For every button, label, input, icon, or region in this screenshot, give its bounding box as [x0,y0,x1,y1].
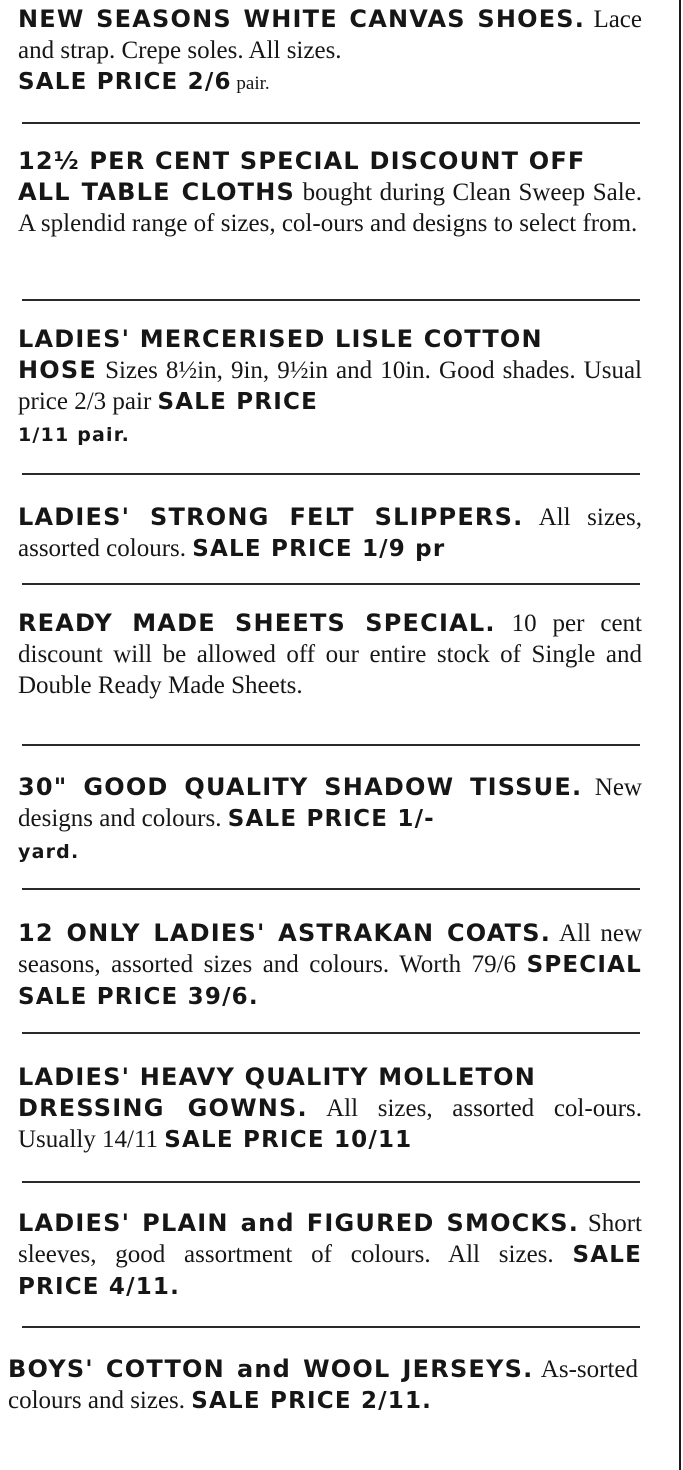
ad-heading: READY MADE SHEETS SPECIAL. [18,609,496,637]
ad-body: Short sleeves, good assortment of colours. All sizes. [18,1210,642,1268]
column-border [679,0,681,1470]
ad-body: As-sorted colours and sizes. [8,1356,638,1414]
ad-canvas-shoes [18,4,642,99]
ad-heading: BOYS' COTTON and WOOL JERSEYS. [8,1355,534,1383]
divider-rule [22,744,640,746]
ad-heading: 12 ONLY LADIES' ASTRAKAN COATS. [18,919,552,947]
divider-rule [22,1326,640,1328]
ad-smocks [18,1208,642,1303]
sale-price: SPECIAL SALE PRICE 39/6. [18,952,642,1010]
ad-heading-continued: HOSE [18,356,97,384]
ad-body: All sizes, assorted colours. [18,504,642,562]
ad-heading: 12½ PER CENT SPECIAL DISCOUNT OFF [18,147,586,175]
divider-rule [22,1181,640,1183]
divider-rule [22,299,640,301]
sale-price: SALE PRICE [157,389,318,415]
ad-heading: LADIES' PLAIN and FIGURED SMOCKS. [18,1209,580,1237]
sale-price: SALE PRICE 1/- [227,806,435,832]
ad-body: 10 per cent discount will be allowed off our entire stock of Single and Double Ready Made Sheets. [18,610,642,699]
divider-rule [22,1032,640,1034]
ad-dressing-gowns [18,1062,642,1156]
ad-astrakan-coats [18,918,642,1013]
ad-heading-continued: ALL TABLE CLOTHS [18,178,296,206]
sale-price: SALE PRICE 2/6 [18,69,232,95]
sale-price: SALE PRICE 1/9 pr [192,536,446,562]
ad-body: All sizes, assorted col-ours. Usually 14/11 [18,1095,642,1153]
ad-table-cloths [18,146,642,239]
divider-rule [22,583,640,585]
sale-price-unit: yard. [18,841,80,863]
ad-heading: LADIES' HEAVY QUALITY MOLLETON [18,1063,537,1091]
ad-body: All new seasons, assorted sizes and colours. Worth 79/6 [18,920,642,978]
ad-heading: LADIES' MERCERISED LISLE COTTON [18,325,543,353]
ad-body: New designs and colours. [18,774,642,832]
ad-heading: LADIES' STRONG FELT SLIPPERS. [18,503,524,531]
ad-heading: NEW SEASONS WHITE CANVAS SHOES. [18,5,586,33]
divider-rule [22,888,640,890]
price-unit: pair. [231,73,270,94]
ad-lisle-hose [18,324,642,451]
ad-shadow-tissue [18,772,642,868]
sale-price: SALE PRICE 10/11 [164,1127,413,1153]
divider-rule [22,473,640,475]
ad-felt-slippers [18,502,642,565]
sale-price: SALE PRICE 4/11. [18,1242,642,1300]
ad-boys-jerseys [8,1354,638,1417]
sale-price-value: 1/11 pair. [18,424,131,446]
ad-body: Sizes 8½in, 9in, 9½in and 10in. Good shades. Usual price 2/3 pair [18,357,642,415]
sale-price: SALE PRICE 2/11. [191,1388,433,1414]
ad-heading: 30" GOOD QUALITY SHADOW TISSUE. [18,773,583,801]
divider-rule [22,122,640,124]
ad-ready-made-sheets [18,608,642,701]
ad-body: Lace and strap. Crepe soles. All sizes. [18,6,642,64]
ad-heading-continued: DRESSING GOWNS. [18,1094,308,1122]
ad-body: bought during Clean Sweep Sale. A splendid range of sizes, col-ours and designs to select from. [18,179,642,237]
